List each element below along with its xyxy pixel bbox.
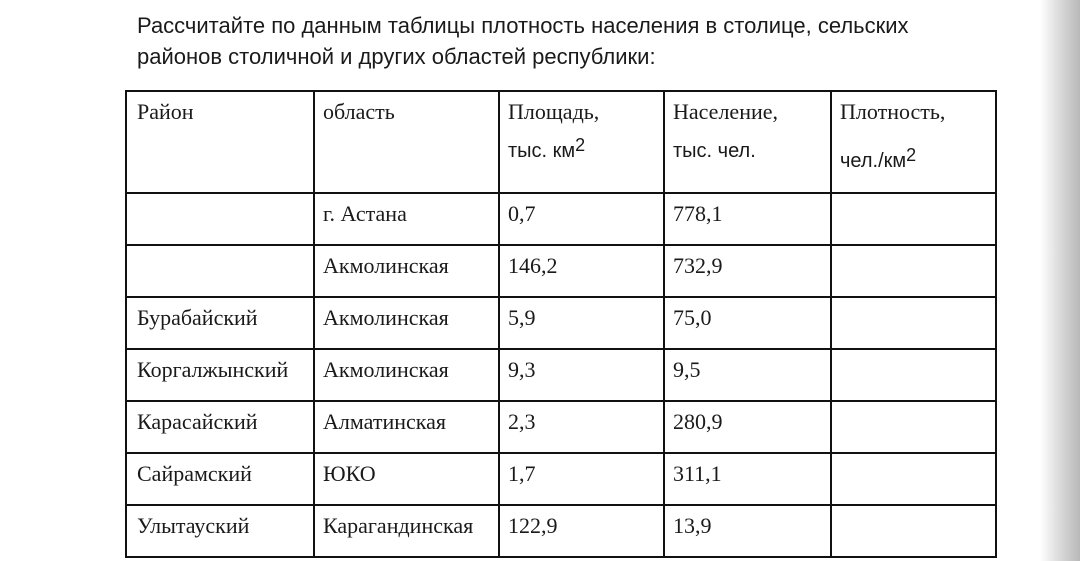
cell-region: Алматинская (314, 401, 499, 453)
header-district-label: Район (137, 99, 194, 124)
header-density-unit-text: чел./км (840, 150, 907, 172)
table-row (126, 193, 996, 245)
cell-district: Сайрамский (126, 453, 314, 505)
cell-density (831, 297, 996, 349)
header-region (314, 91, 499, 193)
header-density-unit-exponent: 2 (906, 145, 917, 165)
cell-area: 0,7 (499, 193, 664, 245)
header-population (664, 91, 831, 193)
header-density (831, 91, 996, 193)
cell-population: 732,9 (664, 245, 831, 297)
cell-district: Бурабайский (126, 297, 314, 349)
cell-density (831, 349, 996, 401)
table-row (126, 297, 996, 349)
header-area (499, 91, 664, 193)
cell-population: 75,0 (664, 297, 831, 349)
cell-district: Коргалжынский (126, 349, 314, 401)
header-area-label: Площадь, (508, 99, 600, 124)
cell-area: 122,9 (499, 505, 664, 557)
header-population-unit-text: тыс. чел. (673, 140, 756, 162)
header-area-unit-exponent: 2 (575, 135, 586, 155)
table-row (126, 401, 996, 453)
header-region-label: область (323, 99, 395, 124)
table-header-row (126, 91, 996, 193)
cell-district: Улытауский (126, 505, 314, 557)
cell-district (126, 193, 314, 245)
header-district (126, 91, 314, 193)
header-density-label: Плотность, (840, 99, 946, 124)
cell-population: 280,9 (664, 401, 831, 453)
cell-region: г. Астана (314, 193, 499, 245)
cell-area: 2,3 (499, 401, 664, 453)
header-area-unit (508, 137, 663, 164)
cell-region: Карагандинская (314, 505, 499, 557)
cell-district (126, 245, 314, 297)
cell-region: Акмолинская (314, 297, 499, 349)
cell-area: 146,2 (499, 245, 664, 297)
cell-population: 311,1 (664, 453, 831, 505)
cell-population: 9,5 (664, 349, 831, 401)
header-density-unit (840, 147, 995, 174)
cell-density (831, 453, 996, 505)
page-edge-shadow (1040, 0, 1080, 561)
cell-area: 1,7 (499, 453, 664, 505)
cell-area: 9,3 (499, 349, 664, 401)
cell-region: Акмолинская (314, 349, 499, 401)
cell-density (831, 401, 996, 453)
header-population-label: Население, (673, 99, 779, 124)
table-row (126, 245, 996, 297)
cell-density (831, 193, 996, 245)
cell-population: 778,1 (664, 193, 831, 245)
table-row (126, 505, 996, 557)
header-area-unit-text: тыс. км (508, 140, 576, 162)
header-population-unit (673, 137, 830, 164)
cell-population: 13,9 (664, 505, 831, 557)
table-row (126, 453, 996, 505)
cell-density (831, 505, 996, 557)
population-table (125, 90, 997, 558)
cell-region: Акмолинская (314, 245, 499, 297)
cell-density (831, 245, 996, 297)
cell-area: 5,9 (499, 297, 664, 349)
task-text: Рассчитайте по данным таблицы плотность населения в столице, сельских районов столичной и других областей республики: (137, 13, 909, 69)
table-row (126, 349, 996, 401)
cell-region: ЮКО (314, 453, 499, 505)
cell-district: Карасайский (126, 401, 314, 453)
